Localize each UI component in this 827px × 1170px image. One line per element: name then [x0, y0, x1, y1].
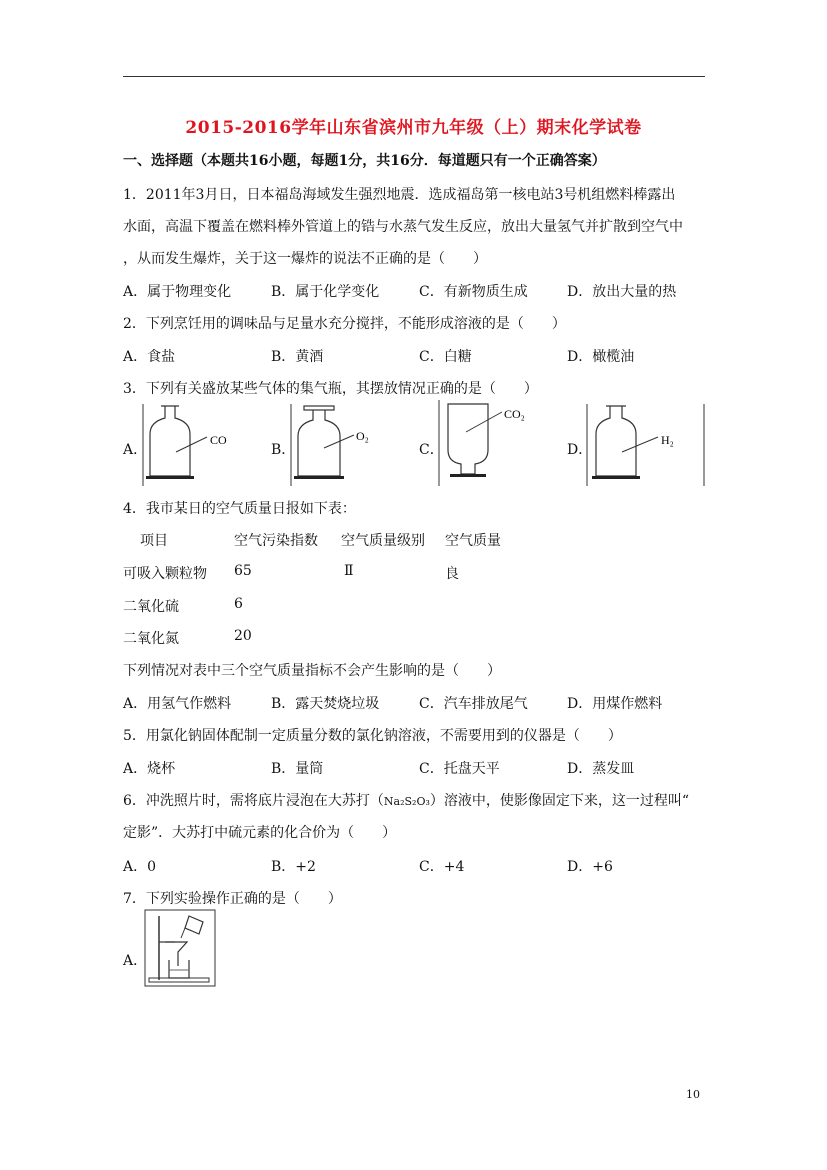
gas-label-co2: CO₂ [504, 407, 525, 421]
q6-option-a: A．0 [123, 859, 157, 875]
q5-option-a: A．烧杯 [123, 761, 176, 777]
q3-text: 3．下列有关盛放某些气体的集气瓶，其摆放情况正确的是（ ） [123, 381, 538, 397]
q6-option-d: D．+6 [567, 859, 613, 875]
q3-option-d: D． [567, 442, 593, 458]
q5-text: 5．用氯化钠固体配制一定质量分数的氯化钠溶液，不需要用到的仪器是（ ） [123, 728, 622, 744]
q6-line-1 [123, 790, 689, 810]
gas-bottle-a-icon [140, 404, 240, 486]
table-header-index: 空气污染指数 [234, 533, 318, 549]
q3-option-b: B． [271, 442, 296, 458]
table-cell: 可吸入颗粒物 [123, 566, 207, 582]
q7-text: 7．下列实验操作正确的是（ ） [123, 891, 342, 907]
q6-formula: Na₂S₂O₃ [383, 795, 430, 808]
q1-line-2: 水面，高温下覆盖在燃料棒外管道上的锆与水蒸气发生反应，放出大量氢气并扩散到空气中 [123, 219, 683, 235]
gas-label-h2: H₂ [661, 433, 674, 447]
gas-label-o2: O₂ [356, 429, 369, 443]
table-cell: Ⅱ [344, 563, 354, 579]
q4-question: 下列情况对表中三个空气质量指标不会产生影响的是（ ） [123, 663, 501, 679]
section-heading: 一、选择题（本题共16小题，每题1分，共16分．每道题只有一个正确答案） [123, 153, 606, 169]
table-header-item: 项目 [140, 533, 168, 549]
gas-bottle-c-icon [436, 400, 546, 486]
q4-option-d: D．用煤作燃料 [567, 696, 663, 712]
q6-option-b: B．+2 [271, 859, 316, 875]
table-cell: 20 [234, 628, 252, 644]
q6-option-c: C．+4 [419, 859, 465, 875]
table-cell: 二氧化氮 [123, 631, 179, 647]
table-header-level: 空气质量级别 [341, 533, 425, 549]
q2-option-a: A．食盐 [123, 349, 176, 365]
q3-option-c: C． [419, 442, 444, 458]
q1-option-d: D．放出大量的热 [567, 284, 677, 300]
gas-bottle-d-icon [584, 404, 694, 486]
q6-line-2: 定影”．大苏打中硫元素的化合价为（ ） [123, 825, 397, 841]
table-cell: 65 [234, 563, 252, 579]
gas-bottle-b-icon [288, 404, 388, 486]
q6-text-pre: 6．冲洗照片时，需将底片浸泡在大苏打（ [123, 793, 384, 809]
q1-option-b: B．属于化学变化 [271, 284, 380, 300]
q2-option-c: C．白糖 [419, 349, 472, 365]
q1-option-c: C．有新物质生成 [419, 284, 528, 300]
page-number: 10 [686, 1088, 700, 1101]
q4-text: 4．我市某日的空气质量日报如下表： [123, 501, 356, 517]
q2-option-b: B．黄酒 [271, 349, 324, 365]
q5-option-d: D．蒸发皿 [567, 761, 635, 777]
q7-option-a: A． [123, 953, 148, 969]
q2-option-d: D．橄榄油 [567, 349, 635, 365]
q6-text-post: ）溶液中，使影像固定下来，这一过程叫“ [429, 793, 690, 809]
filtration-apparatus-icon [145, 910, 220, 988]
table-cell: 二氧化硫 [123, 599, 179, 615]
gas-label-co: CO [210, 433, 227, 447]
table-cell: 良 [445, 566, 459, 582]
table-cell: 6 [234, 596, 243, 612]
q4-option-a: A．用氢气作燃料 [123, 696, 232, 712]
q4-option-b: B．露天焚烧垃圾 [271, 696, 380, 712]
q1-line-1: 1．2011年3月日，日本福岛海域发生强烈地震．选成福岛第一核电站3号机组燃料棒露出 [123, 187, 676, 203]
q1-option-a: A．属于物理变化 [123, 284, 232, 300]
q5-option-c: C．托盘天平 [419, 761, 500, 777]
q3-option-a: A． [123, 442, 148, 458]
q2-text: 2．下列烹饪用的调味品与足量水充分搅拌，不能形成溶液的是（ ） [123, 316, 566, 332]
table-header-quality: 空气质量 [445, 533, 501, 549]
page-title: 2015-2016学年山东省滨州市九年级（上）期末化学试卷 [185, 118, 642, 138]
header-rule [123, 76, 705, 77]
q1-line-3: ，从而发生爆炸，关于这一爆炸的说法不正确的是（ ） [123, 251, 487, 267]
q4-option-c: C．汽车排放尾气 [419, 696, 528, 712]
q5-option-b: B．量筒 [271, 761, 324, 777]
